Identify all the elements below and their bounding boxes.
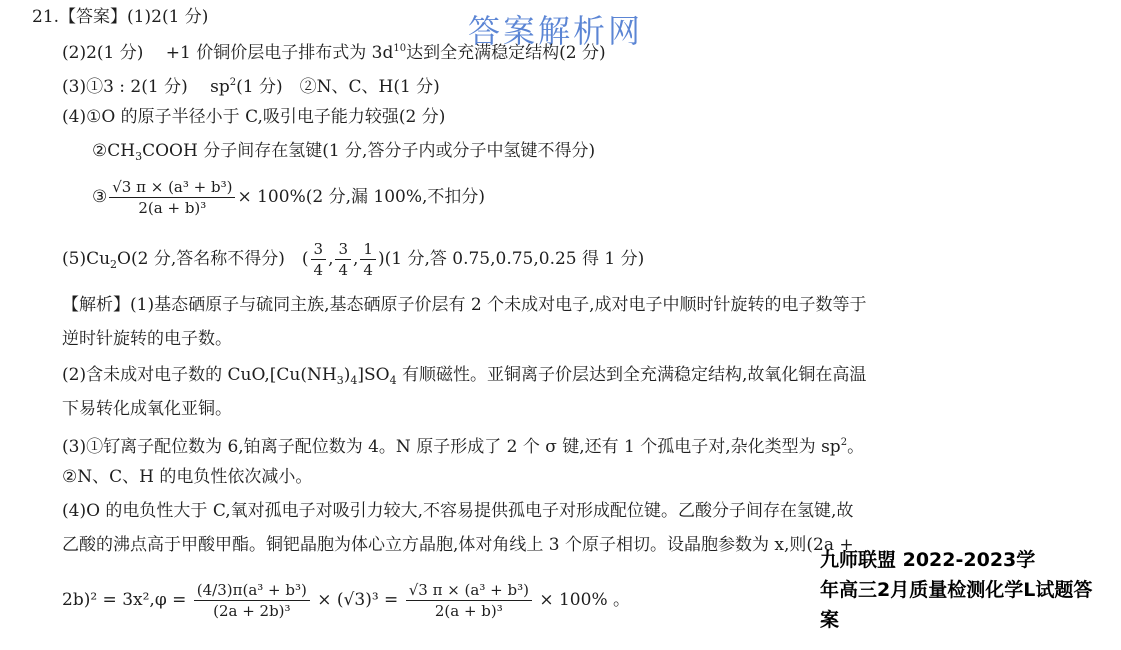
analysis-p2-line-1: [62, 364, 866, 392]
fraction: [335, 239, 351, 280]
analysis-p3-line-1: [62, 432, 864, 458]
fraction-denominator: (2a + 2b)³: [213, 602, 291, 620]
question-number: 21.: [32, 7, 60, 27]
formula-tail: × 100% 。: [539, 590, 630, 610]
fraction-denominator: 4: [363, 261, 373, 279]
subscript: 4: [350, 374, 358, 387]
answer-line-7: $(5)Cu_2O(2$ 分,答名称不得分) ( $\frac{3}{4}$ , $\frac{3}{4}$ , $\frac{1}{4}$ )(1 分,答 0.75,0.75,0.25 得 1 分): [62, 240, 645, 279]
fraction-numerator: √3 π × (a³ + b³): [406, 580, 532, 601]
analysis-p1-line-2: 逆时针旋转的电子数。: [62, 329, 232, 349]
answer-part-1: 【答案】(1)2(1 分): [59, 7, 209, 27]
answer-part-3-tail: (1 分) ②N、C、H(1 分): [236, 77, 440, 97]
answer-part-2-text: (2)2(1 分) +1 价铜价层电子排布式为 3d: [62, 43, 394, 63]
fraction-numerator: 1: [360, 239, 376, 260]
subscript: 4: [389, 374, 397, 387]
answer-part-2-tail: 达到全充满稳定结构(2 分): [406, 43, 606, 63]
subscript: 3: [336, 374, 344, 387]
answer-line-4: (4)①O 的原子半径小于 C,吸引电子能力较强(2 分): [62, 107, 446, 127]
fraction: [360, 239, 376, 280]
formula-tail: )(1 分,答 0.75,0.75,0.25 得 1 分): [377, 249, 645, 269]
superscript: 10: [393, 43, 407, 54]
answer-line-2: [62, 38, 606, 64]
formula-part: (5)Cu: [62, 249, 111, 269]
fraction: [194, 580, 310, 621]
answer-line-6: [92, 174, 485, 220]
text-part: ): [343, 365, 351, 385]
answer-line-3: [62, 72, 440, 98]
analysis-p2-line-2: 下易转化成氧化亚铜。: [62, 399, 232, 419]
text-part: (3)①钌离子配位数为 6,铂离子配位数为 4。N 原子形成了 2 个 σ 键,还有 1 个孤电子对,杂化类型为 sp: [62, 437, 841, 457]
subscript: 2: [110, 258, 118, 271]
analysis-p4-formula: [62, 572, 630, 628]
fraction-denominator: 2(a + b)³: [138, 199, 207, 217]
fraction: [109, 177, 235, 218]
fraction-denominator: 4: [338, 261, 349, 279]
fraction: [406, 580, 532, 621]
fraction-numerator: (4/3)π(a³ + b³): [194, 580, 310, 601]
subscript: 3: [135, 150, 143, 163]
superscript: 2: [840, 437, 848, 448]
answer-part-3-text: (3)①3 : 2(1 分) sp: [62, 77, 230, 97]
formula-part: 2b)² = 3x²,φ =: [62, 590, 187, 610]
watermark: 答案解析网: [468, 12, 644, 50]
analysis-p1-line-1: 【解析】(1)基态硒原子与硫同主族,基态硒原子价层有 2 个未成对电子,成对电子中顺时针旋转的电子数等于: [62, 295, 867, 315]
answer-line-5: [92, 140, 595, 168]
formula-tail: × 100%(2 分,漏 100%,不扣分): [237, 187, 486, 207]
text-part: 有顺磁性。亚铜离子价层达到全充满稳定结构,故氧化铜在高温: [396, 365, 867, 385]
overlay-caption: [820, 545, 1120, 635]
formula-part: × (√3)³ =: [317, 590, 399, 610]
item-marker: ③: [92, 187, 108, 207]
overlay-line-3: 案: [820, 609, 840, 631]
analysis-p4-line-1: (4)O 的电负性大于 C,氧对孤电子对吸引力较大,不容易提供孤电子对形成配位键。乙酸分子间存在氢键,故: [62, 501, 854, 521]
analysis-p4-line-2: 乙酸的沸点高于甲酸甲酯。铜钯晶胞为体心立方晶胞,体对角线上 3 个原子相切。设晶胞参数为 x,则(2a +: [62, 535, 854, 555]
superscript: 2: [229, 77, 237, 88]
formula-mid: O(2 分,答名称不得分) (: [117, 249, 309, 269]
fraction-denominator: 4: [313, 261, 324, 279]
formula-part: ②CH: [92, 141, 136, 161]
formula-tail: COOH 分子间存在氢键(1 分,答分子内或分子中氢键不得分): [142, 141, 596, 161]
analysis-p3-line-2: ②N、C、H 的电负性依次减小。: [62, 467, 313, 487]
overlay-line-1: 九师联盟 2022-2023学: [820, 549, 1036, 571]
text-part: ]SO: [357, 365, 390, 385]
fraction-numerator: 3: [335, 239, 351, 260]
fraction: [311, 239, 327, 280]
answer-line-1: [32, 6, 208, 28]
fraction-numerator: 3: [311, 239, 327, 260]
overlay-line-2: 年高三2月质量检测化学L试题答: [820, 579, 1093, 601]
text-part: 。: [847, 437, 865, 457]
fraction-denominator: 2(a + b)³: [434, 602, 503, 620]
fraction-numerator: √3 π × (a³ + b³): [109, 177, 235, 198]
text-part: (2)含未成对电子数的 CuO,[Cu(NH: [62, 365, 337, 385]
